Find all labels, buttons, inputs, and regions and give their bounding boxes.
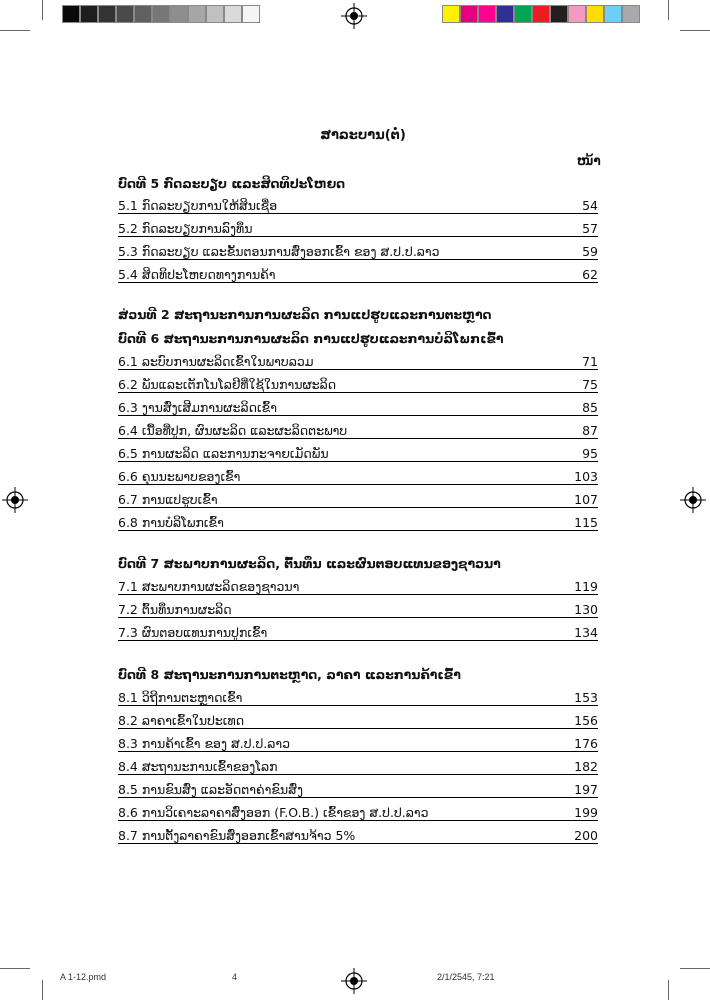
- toc-label: 7.1 ສະພາບການຜະລິດຂອງຊາວນາ: [118, 579, 300, 594]
- toc-page: 107: [574, 492, 598, 507]
- crop-mark: [668, 0, 669, 20]
- toc-page: 197: [574, 782, 598, 797]
- color-swatch: [224, 5, 242, 23]
- registration-mark-left: [2, 487, 28, 513]
- toc-label: 6.6 ຄຸນນະພາບຂອງເຂົ້າ: [118, 469, 241, 484]
- toc-row[interactable]: [118, 574, 598, 595]
- toc-row[interactable]: [118, 262, 598, 283]
- toc-label: 6.5 ການຜະລິດ ແລະການກະຈາຍເມັດພັນ: [118, 446, 329, 461]
- crop-mark: [42, 0, 43, 20]
- toc-label: 5.2 ກົດລະບຽບການລົງທຶນ: [118, 221, 253, 236]
- toc-row[interactable]: [118, 510, 598, 531]
- color-swatch: [62, 5, 80, 23]
- color-swatch: [206, 5, 224, 23]
- toc-page: 119: [574, 579, 598, 594]
- toc-label: 6.3 ງານສົ່ງເສີມການຜະລິດເຂົ້າ: [118, 400, 277, 415]
- toc-page: 176: [574, 736, 598, 751]
- toc-label: 7.2 ຕົ້ນທຶນການຜະລິດ: [118, 602, 232, 617]
- toc-row[interactable]: [118, 620, 598, 641]
- crop-mark: [680, 968, 710, 969]
- footer-date: 2/1/2545, 7:21: [437, 972, 495, 982]
- footer-filename: A 1-12.pmd: [60, 972, 107, 982]
- toc-row[interactable]: [118, 487, 598, 508]
- toc-page: 57: [582, 221, 598, 236]
- crop-mark: [668, 980, 669, 1000]
- toc-page: 59: [582, 244, 598, 259]
- toc-row[interactable]: [118, 418, 598, 439]
- registration-mark-right: [680, 487, 706, 513]
- chapter-5-heading: ບົດທີ 5 ກົດລະບຽບ ແລະສິດທິປະໂຫຍດ: [118, 176, 346, 191]
- toc-page: 62: [582, 267, 598, 282]
- toc-page: 75: [582, 377, 598, 392]
- gray-calibration-bar: [62, 5, 260, 23]
- toc-row[interactable]: [118, 823, 598, 844]
- toc-page: 87: [582, 423, 598, 438]
- toc-row[interactable]: [118, 597, 598, 618]
- toc-label: 8.4 ສະຖານະການເຂົ້າຂອງໂລກ: [118, 759, 278, 774]
- color-calibration-bar: [442, 5, 640, 23]
- toc-label: 6.8 ການບໍລິໂພກເຂົ້າ: [118, 515, 224, 530]
- toc-page: 156: [574, 713, 598, 728]
- toc-label: 8.1 ວິຖີການຕະຫຼາດເຂົ້າ: [118, 690, 243, 705]
- toc-label: 5.4 ສິດທິປະໂຫຍດທາງການຄ້າ: [118, 267, 276, 282]
- chapter-6-heading: ບົດທີ 6 ສະຖານະການການຜະລິດ ການແປຮູບແລະການບໍລິໂພກເຂົ້າ: [118, 331, 504, 346]
- color-swatch: [134, 5, 152, 23]
- color-swatch: [604, 5, 622, 23]
- toc-page: 182: [574, 759, 598, 774]
- chapter-7-heading: ບົດທີ 7 ສະພາບການຜະລິດ, ຕົ້ນທຶນ ແລະຜົນຕອບແທນຂອງຊາວນາ: [118, 556, 501, 571]
- crop-mark: [0, 30, 30, 31]
- color-swatch: [242, 5, 260, 23]
- toc-row[interactable]: [118, 372, 598, 393]
- color-swatch: [80, 5, 98, 23]
- crop-mark: [0, 968, 30, 969]
- color-swatch: [532, 5, 550, 23]
- toc-label: 6.7 ການແປຮູບເຂົ້າ: [118, 492, 218, 507]
- toc-row[interactable]: [118, 685, 598, 706]
- toc-row[interactable]: [118, 464, 598, 485]
- color-swatch: [622, 5, 640, 23]
- toc-page: 103: [574, 469, 598, 484]
- toc-page: 153: [574, 690, 598, 705]
- toc-label: 7.3 ຜົນຕອບແທນການປູກເຂົ້າ: [118, 625, 268, 640]
- color-swatch: [188, 5, 206, 23]
- toc-label: 8.6 ການວິເຄາະລາຄາສົ່ງອອກ (F.O.B.) ເຂົ້າຂອງ ສ.ປ.ປ.ລາວ: [118, 805, 429, 820]
- toc-label: 6.2 ພັນແລະເຕັກໂນໂລຢີທີ່ໃຊ້ໃນການຜະລິດ: [118, 377, 337, 392]
- footer-page-number: 4: [232, 972, 238, 982]
- toc-row[interactable]: [118, 731, 598, 752]
- toc-row[interactable]: [118, 193, 598, 214]
- color-swatch: [442, 5, 460, 23]
- toc-row[interactable]: [118, 349, 598, 370]
- toc-row[interactable]: [118, 754, 598, 775]
- toc-row[interactable]: [118, 777, 598, 798]
- color-swatch: [460, 5, 478, 23]
- toc-label: 8.7 ການຕັ້ງລາຄາຂົນສົ່ງອອກເຂົ້າສານຈ້າວ 5%: [118, 828, 356, 843]
- toc-row[interactable]: [118, 708, 598, 729]
- toc-page: 200: [574, 828, 598, 843]
- toc-page: 134: [574, 625, 598, 640]
- crop-mark: [680, 30, 710, 31]
- color-swatch: [116, 5, 134, 23]
- color-swatch: [586, 5, 604, 23]
- color-swatch: [478, 5, 496, 23]
- color-swatch: [170, 5, 188, 23]
- toc-label: 8.2 ລາຄາເຂົ້າໃນປະເທດ: [118, 713, 245, 728]
- page-title: ສາລະບານ(ຕໍ່): [320, 128, 406, 143]
- toc-label: 5.3 ກົດລະບຽບ ແລະຂັ້ນຕອນການສົ່ງອອກເຂົ້າ ຂອງ ສ.ປ.ປ.ລາວ: [118, 244, 440, 259]
- toc-label: 6.1 ລະບົບການຜະລິດເຂົ້າໃນພາບລວມ: [118, 354, 314, 369]
- color-swatch: [568, 5, 586, 23]
- toc-page: 199: [574, 805, 598, 820]
- toc-page: 95: [582, 446, 598, 461]
- toc-page: 85: [582, 400, 598, 415]
- toc-label: 5.1 ກົດລະບຽບການໃຫ້ສິນເຊື່ອ: [118, 198, 278, 213]
- toc-page: 115: [574, 515, 598, 530]
- toc-label: 8.5 ການຂົນສົ່ງ ແລະອັດຕາຄ່າຂົນສົ່ງ: [118, 782, 303, 797]
- toc-row[interactable]: [118, 395, 598, 416]
- toc-label: 8.3 ການຄ້າເຂົ້າ ຂອງ ສ.ປ.ປ.ລາວ: [118, 736, 291, 751]
- registration-mark-bottom: [341, 968, 367, 994]
- toc-page: 71: [582, 354, 598, 369]
- chapter-8-heading: ບົດທີ 8 ສະຖານະການການຕະຫຼາດ, ລາຄາ ແລະການຄ້າເຂົ້າ: [118, 667, 461, 682]
- toc-label: 6.4 ເນື້ອທີ່ປູກ, ຜົນຜະລິດ ແລະຜະລິດຕະພາບ: [118, 423, 348, 438]
- toc-row[interactable]: [118, 239, 598, 260]
- color-swatch: [550, 5, 568, 23]
- toc-page: 130: [574, 602, 598, 617]
- registration-mark-top: [341, 3, 367, 29]
- part-2-heading: ສ່ວນທີ 2 ສະຖານະການການຜະລິດ ການແປຮູບແລະການຕະຫຼາດ: [118, 307, 492, 322]
- toc-row[interactable]: [118, 800, 598, 821]
- color-swatch: [98, 5, 116, 23]
- color-swatch: [496, 5, 514, 23]
- color-swatch: [514, 5, 532, 23]
- page-column-header: ໜ້າ: [577, 154, 601, 168]
- toc-page: 54: [582, 198, 598, 213]
- color-swatch: [152, 5, 170, 23]
- crop-mark: [42, 980, 43, 1000]
- toc-row[interactable]: [118, 441, 598, 462]
- toc-row[interactable]: [118, 216, 598, 237]
